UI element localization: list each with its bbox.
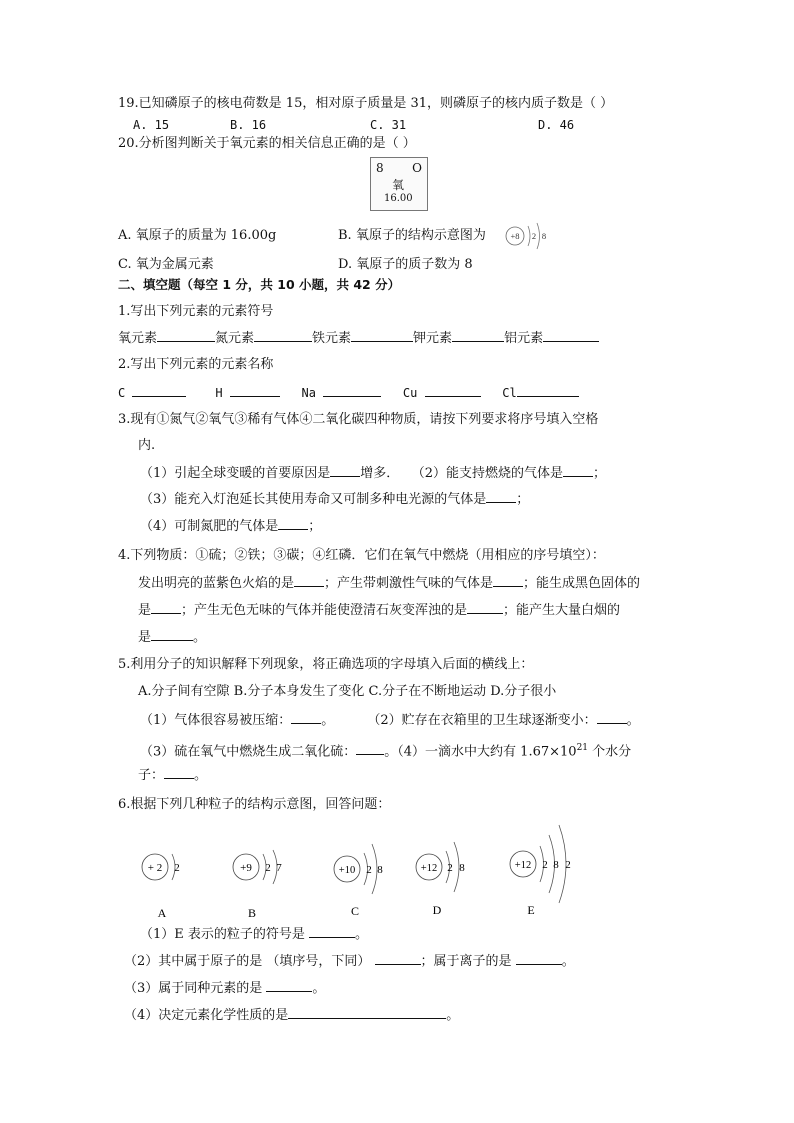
p6-text: ；属于离子的是	[420, 954, 516, 969]
p1-title: 1.写出下列元素的元素符号	[118, 304, 274, 319]
p3-sub3-row	[140, 490, 529, 509]
particle-e-shell-2: 8	[553, 859, 559, 871]
element-card-mass: 16.00	[384, 193, 413, 204]
answer-blank[interactable]	[266, 979, 312, 992]
p3-sub1-row	[140, 464, 606, 483]
p5-sub34-row	[140, 739, 631, 761]
particle-c-label: C	[350, 904, 360, 918]
particle-e-shell-3: 2	[565, 859, 571, 871]
answer-blank[interactable]	[351, 329, 413, 342]
p3-sub2-suffix: ；	[592, 466, 606, 481]
p3-line2: 内.	[138, 438, 156, 453]
p6-text: （4）决定元素化学性质的是	[124, 1008, 289, 1023]
p6-sub4-row	[124, 1006, 459, 1025]
shell-arc	[454, 842, 459, 892]
p1-item-nitrogen: 氮元素	[215, 331, 255, 346]
p4-text: ；产生带刺激性气味的气体是	[324, 576, 494, 591]
answer-blank[interactable]	[157, 329, 215, 342]
p3-sub1-text: （1）引起全球变暖的首要原因是	[140, 466, 331, 481]
p3-sub3-suffix: ；	[516, 492, 530, 507]
answer-blank[interactable]	[151, 601, 181, 614]
answer-blank[interactable]	[493, 574, 523, 587]
p6-text: （1）E 表示的粒子的符号是	[140, 927, 310, 942]
p3-sub4-suffix: ；	[308, 519, 322, 534]
particle-d-label: D	[432, 903, 442, 917]
p6-sub2-row	[124, 952, 575, 971]
answer-blank[interactable]	[425, 384, 481, 397]
answer-blank[interactable]	[563, 464, 593, 477]
p6-sub1-row	[140, 925, 368, 944]
p4-text: 发出明亮的蓝紫色火焰的是	[138, 576, 295, 591]
p3-line1: 3.现有①氮气②氧气③稀有气体④二氧化碳四种物质，请按下列要求将序号填入空格	[118, 412, 599, 427]
answer-blank[interactable]	[517, 384, 579, 397]
particle-b-nucleus: +9	[240, 862, 252, 874]
p4-text: ；产生无色无味的气体并能使澄清石灰变浑浊的是	[181, 603, 468, 618]
p2-title: 2.写出下列元素的元素名称	[118, 357, 274, 372]
q20-stem: 20.分析图判断关于氧元素的相关信息正确的是（ ）	[118, 136, 416, 151]
p5-text: 。	[194, 768, 208, 783]
q20-option-b: B. 氧原子的结构示意图为	[338, 228, 486, 243]
particle-c-nucleus: +10	[338, 865, 356, 876]
q20-option-d: D. 氧原子的质子数为 8	[338, 257, 473, 272]
particle-c-shell-1: 2	[366, 864, 372, 876]
p3-sub2-text: （2）能支持燃烧的气体是	[411, 466, 563, 481]
particle-d-diagram	[416, 842, 465, 917]
p4-text: 是	[138, 630, 152, 645]
answer-blank[interactable]	[288, 1006, 446, 1019]
particle-d-nucleus: +12	[420, 863, 438, 874]
particle-b-label: B	[247, 906, 257, 920]
oxygen-atom-diagram	[504, 218, 554, 254]
p5-options: A.分子间有空隙 B.分子本身发生了变化 C.分子在不断地运动 D.分子很小	[138, 684, 557, 699]
p5-text: 。	[626, 713, 640, 728]
p5-text: 。	[321, 713, 335, 728]
answer-blank[interactable]	[356, 742, 384, 755]
p6-text: 。	[312, 981, 326, 996]
q19-option-d: D. 46	[538, 118, 575, 132]
p2-item-na: Na	[301, 386, 316, 400]
oxygen-shell-2: 8	[541, 231, 547, 241]
p4-line1: 4.下列物质：①硫；②铁；③碳；④红磷．它们在氧气中燃烧（用相应的序号填空）：	[118, 548, 605, 563]
p6-text: 。	[446, 1008, 460, 1023]
particle-a-diagram	[142, 854, 180, 920]
p3-sub1-suffix: 增多．	[360, 466, 400, 481]
shell-arc	[537, 223, 540, 249]
p3-sub4-text: （4）可制氮肥的气体是	[140, 519, 279, 534]
answer-blank[interactable]	[452, 329, 504, 342]
p3-sub3-text: （3）能充入灯泡延长其使用寿命又可制多种电光源的气体是	[140, 492, 487, 507]
p4-text: ；能生成黑色固体的	[523, 576, 641, 591]
p6-text: 。	[561, 954, 575, 969]
p5-text: 个水分	[588, 744, 632, 760]
answer-blank[interactable]	[230, 384, 280, 397]
p1-item-iron: 铁元素	[312, 331, 352, 346]
p5-text: （2）贮存在衣箱里的卫生球逐渐变小：	[367, 713, 597, 728]
element-card-number: 8	[376, 161, 384, 175]
shell-arc	[372, 844, 377, 894]
p4-line3	[138, 601, 620, 620]
p5-line5	[138, 766, 207, 785]
particle-a-nucleus: + 2	[147, 862, 163, 874]
particle-b-diagram	[233, 850, 282, 920]
p5-text: 。（4）一滴水中大约有 1.67×10	[384, 744, 577, 760]
answer-blank[interactable]	[151, 628, 193, 641]
particle-b-shell-2: 7	[276, 862, 282, 874]
q19-option-c: C. 31	[370, 118, 407, 132]
particle-structure-diagrams	[130, 820, 600, 925]
p1-item-potassium: 钾元素	[413, 331, 453, 346]
answer-blank[interactable]	[164, 766, 194, 779]
particle-b-shell-1: 2	[265, 862, 271, 874]
q19-stem: 19.已知磷原子的核电荷数是 15，相对原子质量是 31，则磷原子的核内质子数是（ ）	[118, 96, 614, 111]
answer-blank[interactable]	[597, 711, 627, 724]
answer-blank[interactable]	[543, 329, 599, 342]
p2-item-h: H	[215, 386, 223, 400]
p6-text: （3）属于同种元素的是	[124, 981, 267, 996]
particle-a-shell-1: 2	[174, 862, 180, 874]
answer-blank[interactable]	[516, 952, 562, 965]
p2-item-cl: Cl	[502, 386, 517, 400]
particle-c-shell-2: 8	[377, 864, 383, 876]
p2-item-c: C	[118, 386, 126, 400]
answer-blank[interactable]	[294, 574, 324, 587]
section-two-title: 二、填空题（每空 1 分，共 10 小题，共 42 分）	[118, 277, 401, 292]
answer-blank[interactable]	[254, 329, 312, 342]
p6-sub3-row	[124, 979, 325, 998]
q20-option-c: C. 氧为金属元素	[118, 257, 214, 272]
particle-e-shell-1: 2	[542, 859, 548, 871]
particle-e-label: E	[527, 903, 535, 917]
shell-arc	[528, 226, 530, 246]
particle-e-diagram	[510, 825, 571, 917]
p6-text: 。	[355, 927, 369, 942]
p2-item-cu: Cu	[402, 386, 418, 400]
answer-blank[interactable]	[323, 384, 381, 397]
answer-blank[interactable]	[278, 517, 308, 530]
p4-line2	[138, 574, 640, 593]
particle-a-label: A	[157, 906, 167, 920]
p4-text: ；能产生大量白烟的	[503, 603, 621, 618]
element-card-symbol: O	[412, 161, 422, 175]
p2-blanks-row	[118, 384, 579, 402]
element-card	[370, 157, 428, 211]
answer-blank[interactable]	[291, 711, 321, 724]
q19-option-a: A. 15	[133, 118, 170, 132]
p6-line1: 6.根据下列几种粒子的结构示意图，回答问题：	[118, 797, 391, 812]
oxygen-nucleus-label: +8	[510, 231, 520, 241]
p1-blanks-row	[118, 329, 599, 348]
p5-line1: 5.利用分子的知识解释下列现象，将正确选项的字母填入后面的横线上：	[118, 657, 534, 672]
p5-sub12-row	[140, 711, 640, 730]
p4-line4	[138, 628, 206, 647]
p5-exponent: 21	[576, 743, 589, 753]
particle-d-shell-2: 8	[459, 862, 465, 874]
answer-blank[interactable]	[467, 601, 503, 614]
particle-e-nucleus: +12	[514, 860, 532, 871]
answer-blank[interactable]	[330, 464, 360, 477]
particle-d-shell-1: 2	[447, 862, 453, 874]
p3-sub4-row	[140, 517, 321, 536]
q19-option-b: B. 16	[230, 118, 267, 132]
particle-c-diagram	[334, 844, 383, 918]
p6-text: （2）其中属于原子的是 （填序号，下同）	[124, 954, 375, 969]
q20-option-a: A. 氧原子的质量为 16.00g	[118, 228, 277, 243]
oxygen-shell-1: 2	[531, 231, 537, 241]
p5-text: （1）气体很容易被压缩：	[140, 713, 292, 728]
element-card-name: 氧	[392, 178, 405, 192]
p4-text: 。	[193, 630, 207, 645]
p5-text: 子：	[138, 768, 165, 783]
answer-blank[interactable]	[309, 925, 355, 938]
answer-blank[interactable]	[486, 490, 516, 503]
answer-blank[interactable]	[132, 384, 186, 397]
p1-item-aluminum: 铝元素	[504, 331, 544, 346]
p1-item-oxygen: 氧元素	[118, 331, 158, 346]
answer-blank[interactable]	[375, 952, 421, 965]
p5-text: （3）硫在氧气中燃烧生成二氧化硫：	[140, 744, 357, 760]
p4-text: 是	[138, 603, 152, 618]
